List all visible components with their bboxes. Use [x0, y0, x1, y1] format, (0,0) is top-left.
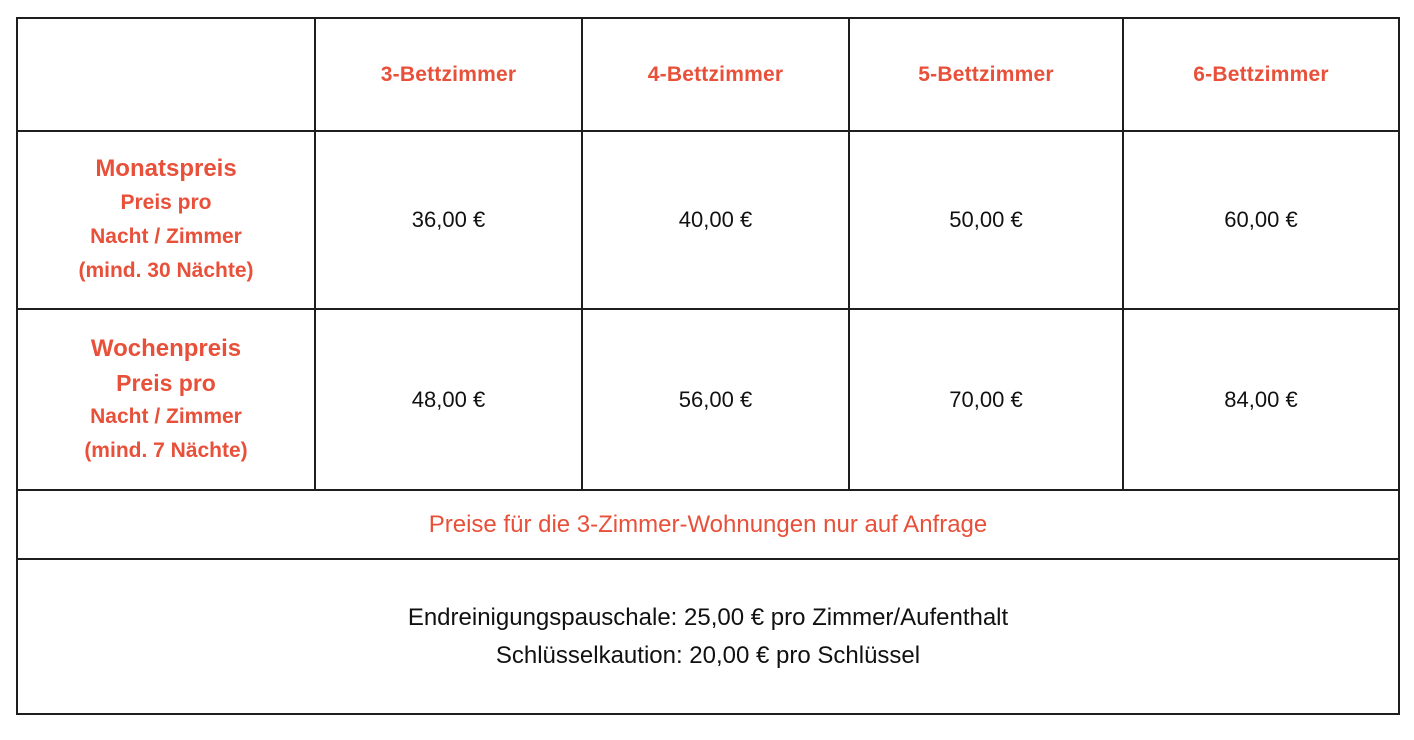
- apartment-note: Preise für die 3-Zimmer-Wohnungen nur auf Anfrage: [17, 490, 1399, 559]
- corner-cell: [17, 18, 315, 131]
- price-cell: 60,00 €: [1123, 131, 1399, 309]
- header-row: [17, 18, 1399, 131]
- table-row-fees: [17, 559, 1399, 714]
- column-header-5-bed: 5-Bettzimmer: [849, 18, 1123, 131]
- row-title-monthly: Monatspreis: [95, 155, 237, 182]
- price-cell: 70,00 €: [849, 309, 1123, 490]
- row-label-weekly: [17, 309, 315, 490]
- column-header-4-bed: 4-Bettzimmer: [582, 18, 849, 131]
- fees-cell: [17, 559, 1399, 714]
- row-label-monthly: [17, 131, 315, 309]
- table-row-weekly: [17, 309, 1399, 490]
- row-subtitle-line2: Nacht / Zimmer: [90, 404, 242, 428]
- row-subtitle-line1: Preis pro: [116, 369, 216, 396]
- column-header-6-bed: 6-Bettzimmer: [1123, 18, 1399, 131]
- row-subtitle-line2: Nacht / Zimmer: [90, 225, 242, 248]
- row-subtitle-line1: Preis pro: [120, 191, 212, 214]
- price-cell: 56,00 €: [582, 309, 849, 490]
- row-subtitle-line3: (mind. 7 Nächte): [84, 438, 248, 462]
- price-cell: 84,00 €: [1123, 309, 1399, 490]
- price-cell: 50,00 €: [849, 131, 1123, 309]
- price-cell: 40,00 €: [582, 131, 849, 309]
- price-cell: 36,00 €: [315, 131, 582, 309]
- row-subtitle-line3: (mind. 30 Nächte): [78, 259, 254, 282]
- price-cell: 48,00 €: [315, 309, 582, 490]
- table-row-monthly: [17, 131, 1399, 309]
- cleaning-fee-text: Endreinigungspauschale: 25,00 € pro Zimmer/Aufenthalt: [407, 603, 1009, 631]
- row-title-weekly: Wochenpreis: [90, 334, 242, 362]
- table-row-note: [17, 490, 1399, 559]
- key-deposit-text: Schlüsselkaution: 20,00 € pro Schlüssel: [495, 641, 921, 669]
- price-table: [16, 17, 1400, 715]
- column-header-3-bed: 3-Bettzimmer: [315, 18, 582, 131]
